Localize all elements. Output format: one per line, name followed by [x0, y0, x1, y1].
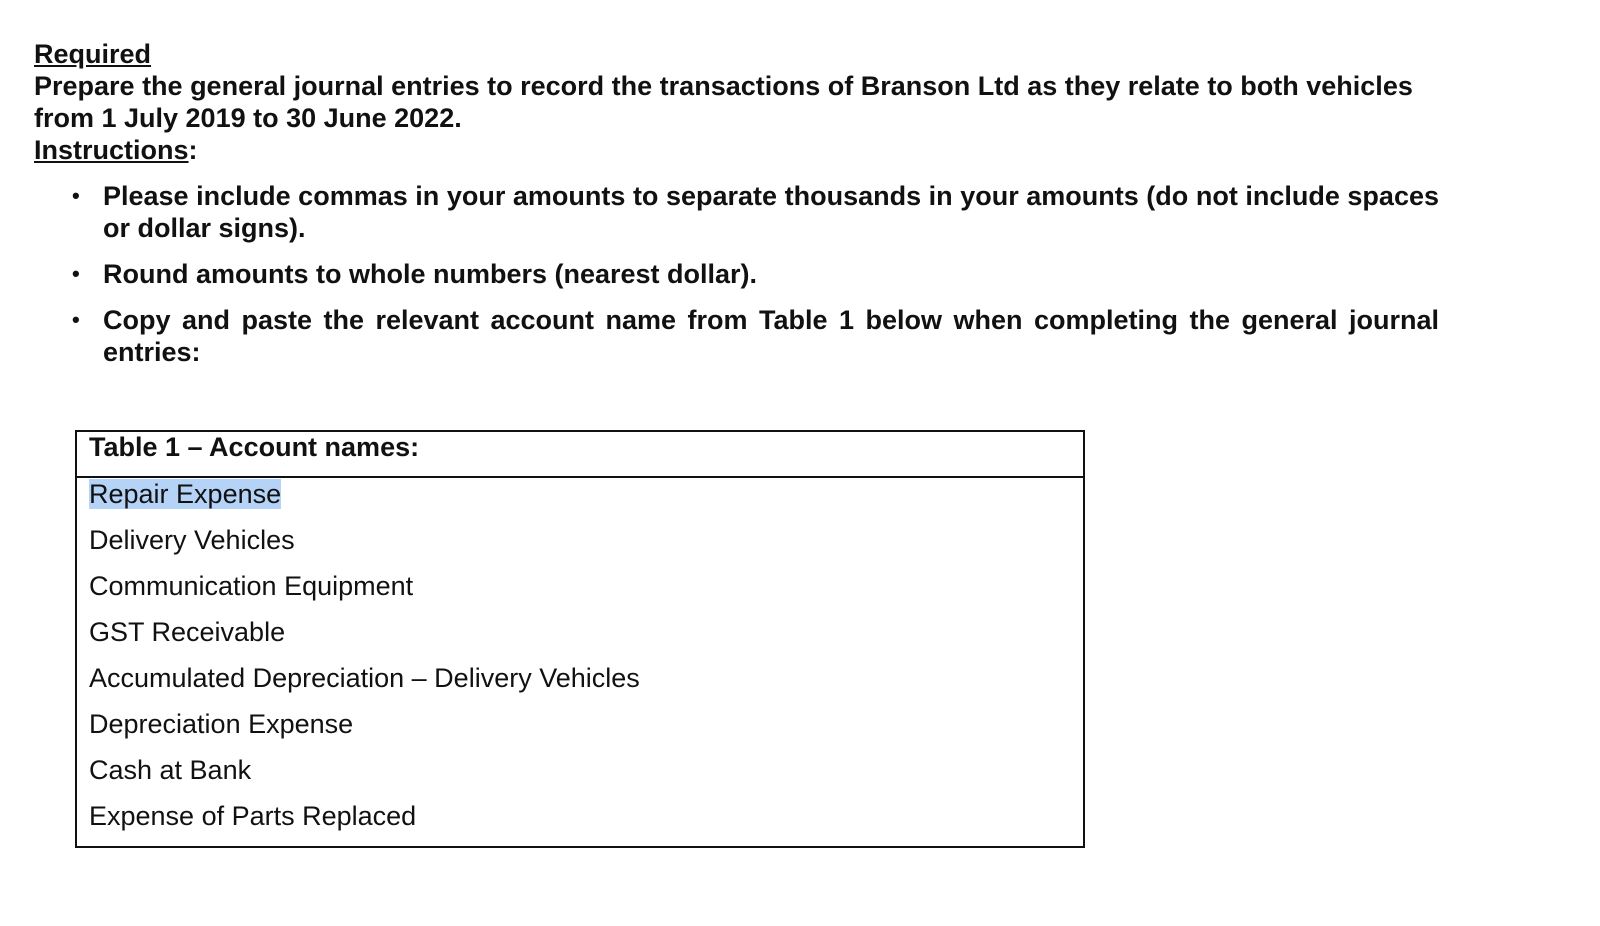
instructions-list	[34, 180, 1474, 368]
required-text: Prepare the general journal entries to record the transactions of Branson Ltd as they relate to both vehicles from 1 July 2019 to 30 June 2022.	[34, 71, 1413, 133]
instruction-item-commas	[34, 180, 1439, 244]
instructions-heading: Instructions	[34, 135, 189, 165]
bullet-icon: •	[72, 307, 80, 332]
table-row[interactable]	[89, 662, 1083, 708]
account-name-accumulated-depreciation[interactable]: Accumulated Depreciation – Delivery Vehicles	[89, 663, 640, 693]
table-row[interactable]	[89, 800, 1083, 846]
instruction-item-copy-paste	[34, 304, 1439, 368]
account-names-table	[75, 430, 1085, 848]
table-row[interactable]	[89, 754, 1083, 800]
table-rows	[77, 478, 1083, 846]
bullet-icon: •	[72, 183, 80, 208]
account-name-delivery-vehicles[interactable]: Delivery Vehicles	[89, 525, 295, 555]
table-row[interactable]	[89, 524, 1083, 570]
table-row[interactable]	[89, 478, 1083, 524]
account-name-gst-receivable[interactable]: GST Receivable	[89, 617, 286, 647]
account-name-cash-at-bank[interactable]: Cash at Bank	[89, 755, 252, 785]
instruction-text: Round amounts to whole numbers (nearest dollar).	[103, 259, 758, 289]
account-name-repair-expense[interactable]: Repair Expense	[89, 479, 282, 509]
table-row[interactable]	[89, 616, 1083, 662]
account-name-communication-equipment[interactable]: Communication Equipment	[89, 571, 414, 601]
instruction-text: Copy and paste the relevant account name from Table 1 below when completing the general journal entries:	[103, 305, 1439, 367]
required-heading: Required	[34, 39, 152, 69]
document-body	[34, 38, 1474, 382]
table-row[interactable]	[89, 708, 1083, 754]
account-name-depreciation-expense[interactable]: Depreciation Expense	[89, 709, 354, 739]
table-title: Table 1 – Account names:	[77, 432, 1083, 478]
instruction-item-rounding	[34, 258, 1439, 290]
bullet-icon: •	[72, 261, 80, 286]
table-row[interactable]	[89, 570, 1083, 616]
instructions-colon: :	[188, 135, 198, 165]
account-name-expense-of-parts-replaced[interactable]: Expense of Parts Replaced	[89, 801, 417, 831]
instructions-heading-line	[34, 134, 1474, 166]
instruction-text: Please include commas in your amounts to separate thousands in your amounts (do not include spaces or dollar signs).	[103, 181, 1439, 243]
